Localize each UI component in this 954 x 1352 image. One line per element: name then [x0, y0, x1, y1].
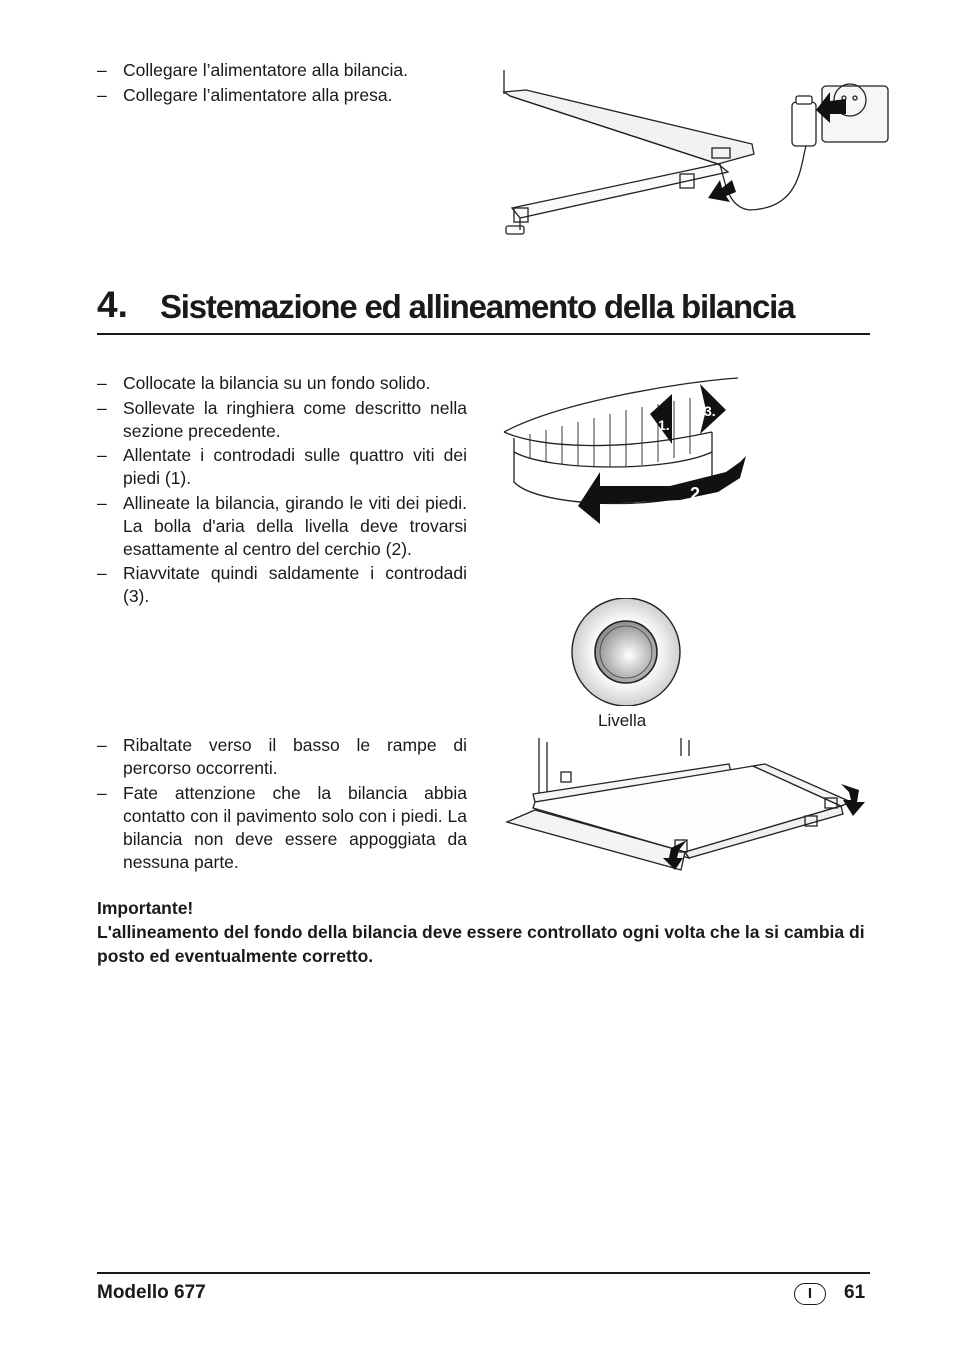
foot-screw-illustration: [500, 372, 750, 532]
list-item: – Ribaltate verso il basso le rampe di percorso occorrenti.: [97, 734, 467, 780]
list-item: – Riavvitate quindi saldamente i controdadi (3).: [97, 562, 467, 608]
list-item: – Collegare l’alimentatore alla presa.: [97, 84, 477, 107]
foot-label-3: 3.: [704, 403, 716, 419]
scale-ramps-illustration: [505, 736, 870, 876]
power-supply-instructions: [97, 59, 477, 108]
level-caption: Livella: [598, 711, 647, 730]
spirit-level-illustration: [568, 598, 686, 706]
ramp-instructions: [97, 734, 467, 875]
foot-label-2: 2.: [690, 484, 706, 504]
model-name: Modello 677: [97, 1282, 206, 1303]
list-item: – Collegare l’alimentatore alla bilancia.: [97, 59, 477, 82]
important-text: L'allineamento del fondo della bilancia deve essere controllato ogni volta che la si cambia di posto ed eventualmente corretto.: [97, 922, 865, 966]
page-number: 61: [844, 1282, 866, 1303]
list-item: – Fate attenzione che la bilancia abbia contatto con il pavimento solo con i piedi. La bilancia non deve essere appoggiata da nessuna parte.: [97, 782, 467, 874]
footer-divider: [97, 1272, 870, 1274]
power-adapter-illustration: [500, 68, 895, 248]
leveling-steps: [97, 372, 467, 610]
list-item: – Allentate i controdadi sulle quattro viti dei piedi (1).: [97, 444, 467, 490]
foot-label-1: 1.: [658, 417, 670, 433]
language-badge: I: [794, 1283, 826, 1305]
list-item: – Collocate la bilancia su un fondo solido.: [97, 372, 467, 395]
list-item: – Allineate la bilancia, girando le viti dei piedi. La bolla d'aria della livella deve trovarsi esattamente al centro del cerchio (2).: [97, 492, 467, 561]
section-divider: [97, 333, 870, 335]
section-title: Sistemazione ed allineamento della bilancia: [160, 288, 795, 325]
section-number: 4.: [97, 284, 128, 325]
list-item: – Sollevate la ringhiera come descritto nella sezione precedente.: [97, 397, 467, 443]
important-heading: Importante!: [97, 898, 194, 918]
